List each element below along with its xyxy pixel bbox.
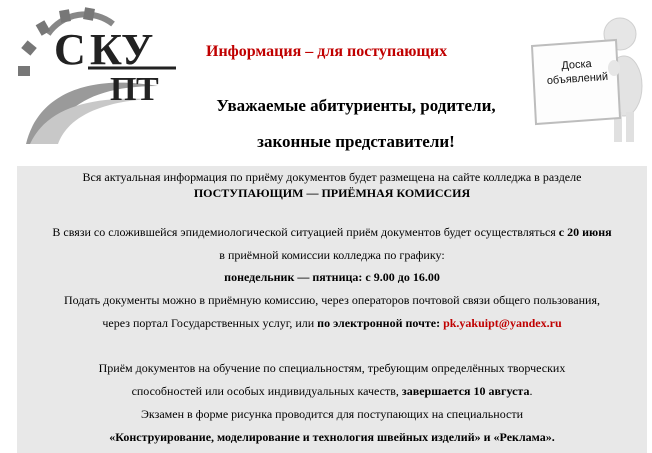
- page-title: Информация – для поступающих: [206, 43, 448, 60]
- college-logo: [8, 4, 183, 154]
- svg-text:Т: Т: [136, 71, 159, 108]
- epidemic-notice: В связи со сложившейся эпидемиологической ситуацией приём документов будет осуществляться: [52, 225, 556, 239]
- section-name: ПОСТУПАЮЩИМ — ПРИЁМНАЯ КОМИССИЯ: [193, 186, 471, 200]
- greeting-line-2: законные представители!: [257, 132, 455, 151]
- svg-text:П: П: [110, 71, 137, 108]
- svg-text:КУ: КУ: [90, 25, 154, 74]
- specialty-names: «Конструирование, моделирование и технология швейных изделий» и «Реклама».: [109, 430, 555, 444]
- info-line-2: [17, 186, 647, 201]
- qualities-text: способностей или особых индивидуальных качеств,: [131, 384, 399, 398]
- info-line-10: [17, 407, 647, 422]
- info-line-11: [17, 430, 647, 445]
- submission-methods: Подать документы можно в приёмную комиссию, через операторов почтовой связи общего пользования,: [63, 293, 600, 307]
- schedule-intro: в приёмной комиссии колледжа по графику:: [219, 248, 445, 262]
- website-info: Вся актуальная информация по приёму документов будет размещена на сайте колледжа в разделе: [82, 170, 582, 184]
- svg-text:С: С: [54, 25, 86, 74]
- portal-text: через портал Государственных услуг, или: [102, 316, 315, 330]
- info-line-5: [17, 270, 647, 285]
- info-line-6: [17, 293, 647, 308]
- info-line-4: [17, 248, 647, 263]
- info-line-9: способностей или особых индивидуальных качеств, завершается 10 августа.: [131, 384, 533, 398]
- board-label-line-2: объявлений: [546, 70, 609, 88]
- start-date: с 20 июня: [558, 225, 612, 239]
- email-address[interactable]: pk.yakuipt@yandex.ru: [443, 316, 562, 330]
- deadline: завершается 10 августа: [401, 384, 530, 398]
- info-line-3: [17, 225, 647, 240]
- info-line-8: [17, 361, 647, 376]
- board-label-line-1: Доска: [560, 57, 593, 73]
- email-label: по электронной почте:: [317, 316, 441, 330]
- exam-info: Экзамен в форме рисунка проводится для поступающих на специальности: [141, 407, 523, 421]
- schedule-hours: понедельник — пятница: с 9.00 до 16.00: [224, 270, 440, 284]
- greeting: [196, 88, 516, 160]
- greeting-line-1: Уважаемые абитуриенты, родители,: [216, 96, 496, 115]
- info-line-1: [17, 170, 647, 185]
- board-label: [536, 55, 618, 89]
- creative-specialties: Приём документов на обучение по специальностям, требующим определённых творческих: [98, 361, 566, 375]
- info-line-7: [17, 316, 647, 331]
